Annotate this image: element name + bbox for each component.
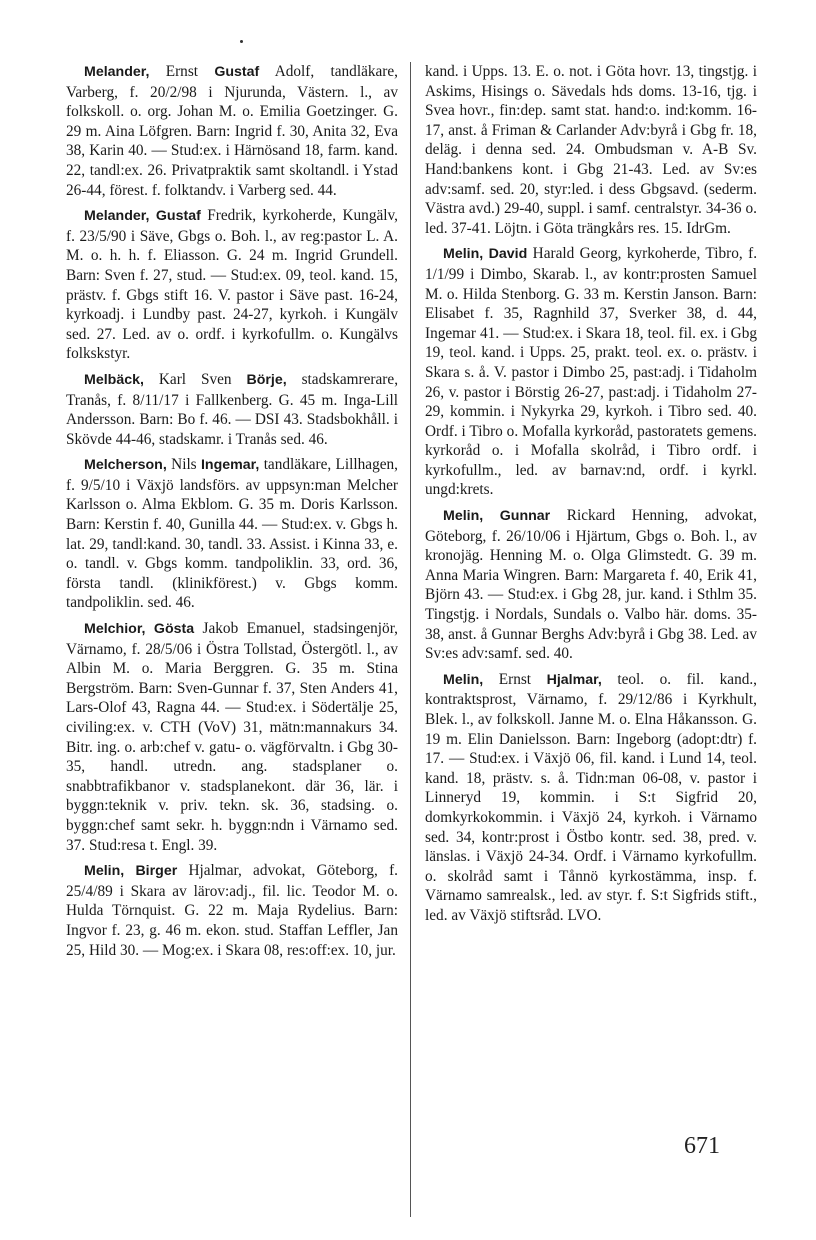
entry-given-bold: Börje, bbox=[246, 371, 287, 388]
entry-given-plain: Ernst bbox=[165, 63, 199, 80]
entry-melander-gustaf bbox=[66, 206, 398, 364]
entry-text: Adolf, tandläkare, Varberg, f. 20/2/98 i Njurunda, Västern. l., av folkskoll. o. org. Johan M. o. Emilia Goetzinger. G. 29 m. Aina Löfgren. Barn: Ingrid f. 30, Anita 32, Eva 38, Karin 40. — Stud:ex. i Härnösand 18, farm. kand. 22, tandl:ex. 26. Privatpraktik samt skoltandl. i Ystad 26-44, förest. f. folktandv. i Varberg sed. 44. bbox=[66, 63, 398, 199]
entry-surname: Melbäck, bbox=[84, 371, 144, 388]
entry-melin-hjalmar bbox=[425, 670, 757, 926]
entry-melback-borje bbox=[66, 370, 398, 449]
entry-surname: Melander, bbox=[84, 208, 150, 225]
entry-melin-gunnar bbox=[425, 506, 757, 664]
entry-melchior-gosta bbox=[66, 619, 398, 855]
entry-surname: Melin, bbox=[84, 863, 125, 880]
entry-given-bold: Hjalmar, bbox=[546, 671, 602, 688]
entry-surname: Melchior, bbox=[84, 621, 146, 638]
entry-given-plain: Nils bbox=[171, 456, 197, 474]
entry-given-bold: Gustaf bbox=[155, 208, 201, 225]
entry-given-plain: Karl Sven bbox=[158, 370, 232, 388]
speck-mark bbox=[240, 40, 243, 43]
entry-melcherson-ingemar bbox=[66, 455, 398, 613]
entry-surname: Melcherson, bbox=[84, 457, 167, 474]
entry-given-bold: Gunnar bbox=[499, 508, 551, 525]
entry-text: Rickard Henning, advokat, Göteborg, f. 26/10/06 i Hjärtum, Gbgs o. Boh. l., av kronojäg. Henning M. o. Olga Glimstedt. G. 39 m. Anna Maria Wingren. Barn: Margareta f. 40, Erik 41, Björn 43. — Stud:ex. i Gbg 28, jur. kand. i Sthlm 35. Tingstjg. i Nordals, Sundals o. Valbo här. doms. 35-38, anst. å Gunnar Berghs Adv:byrå i Gbg 38. Led. av Sv:es adv:samf. sed. 40. bbox=[425, 507, 758, 663]
entry-text: Hjalmar, advokat, Göteborg, f. 25/4/89 i Skara av lärov:adj., fil. lic. Teodor M. o. Hulda Törnquist. G. 22 m. Maja Rydelius. Barn: Ingvor f. 23, g. 46 m. ekon. stud. Staffan Leffler, Jan 25, Hild 30. — Mog:ex. i Skara 08, res:off:ex. 10, jur. bbox=[66, 862, 398, 959]
entry-given-bold: David bbox=[488, 246, 528, 263]
entry-text: teol. o. fil. kand., kontraktsprost, Värnamo, f. 29/12/86 i Kyrkhult, Blek. l., av folkskoll. Janne M. o. Elna Håkansson. G. 19 m. Elin Danielsson. Barn: Ingeborg (adopt:dtr) f. 17. — Stud:ex. i Växjö 06, fil. kand. i Lund 14, teol. kand. 18, prästv. s. å. Tidn:man 06-08, v. pastor i Linneryd 19, kommin. i S:t Sigfrid 20, domkyrkokommin. i Växjö 24, kyrkoh. i Värnamo sed. 34, kontr:prost i Östbo kontr. sed. 38, pred. v. länslas. i Växjö 24-34. Ordf. i Värnamo kyrkofullm. o. skolråd samt i Tånnö kyrkostämma, insp. f. Värnamo samrealsk., led. av styr. f. S:t Sigfrids stift., led. av Växjö stiftsråd. LVO. bbox=[425, 670, 758, 924]
entry-text: Harald Georg, kyrkoherde, Tibro, f. 1/1/99 i Dimbo, Skarab. l., av kontr:prosten Samuel M. o. Hilda Stenborg. G. 33 m. Kerstin Janson. Barn: Elisabet f. 35, Ragnhild 37, Sverker 38, d. 44, Ingemar 41. — Stud:ex. i Skara 18, teol. fil. ex. i Gbg 19, teol. kand. i Upps. 25, prakt. teol. ex. o. prästv. i Skara s. å. V. pastor i Dimbo 25, past:adj. i Tidaholm 26, v. pastor i Börstig 26-27, past:adj. i Tidaholm 27-29, kommin. i Nykyrka 29, kyrkoh. i Tibro sed. 40. Ordf. i Tibro o. Mofalla kyrkoråd, pastoratets gemens. kyrkoråd o. i Mofalla skolråd, i Tibro ordf. i kyrkofullm., led. av barnav:nd, ordf. i kyrkl. ungd:krets. bbox=[425, 245, 758, 499]
entry-text: kand. i Upps. 13. E. o. not. i Göta hovr. 13, tingstjg. i Askims, Hisings o. Sävedals hds doms. 13-16, tjg. i Svea hovr., fin:dep. samt stat. hand:o. ind:komm. 16-17, anst. å Friman & Carlander Adv:byrå i Gbg fr. 18, deläg. i denna sed. 24. Ombudsman v. A-B Sv. Hand:bankens kont. i Gbg 21-43. Led. av Sv:es adv:samf. sed. 20, styr:led. i dess Gbgsavd. (sederm. Västra avd.) 29-40, suppl. i samf. centralstyr. 34-36 o. led. 37-41. Löjtn. i Göta trängkårs res. 15. IdrGm. bbox=[425, 63, 757, 237]
entry-text: tandläkare, Lillhagen, f. 9/5/10 i Växjö landsförs. av uppsyn:man Melcher Karlsson o. Alma Ekblom. G. 35 m. Doris Karlsson. Barn: Kerstin f. 40, Gunilla 44. — Stud:ex. v. Gbgs h. lat. 29, tandl:kand. 30, tandl. 33. Assist. i Kinna 33, e. o. tandl. v. Gbgs komm. tandpoliklin. 33, ord. 36, första tandl. (klinikförest.) v. Gbgs komm. tandpoliklin. sed. 46. bbox=[66, 456, 398, 612]
entry-melin-birger-continued bbox=[425, 62, 757, 238]
entry-melin-david bbox=[425, 244, 757, 500]
entry-surname: Melander, bbox=[84, 64, 150, 80]
entry-given-bold: Ingemar, bbox=[200, 457, 260, 474]
page-number: 671 bbox=[684, 1133, 720, 1159]
entry-surname: Melin, bbox=[443, 246, 484, 263]
entry-given-bold: Gösta bbox=[153, 621, 195, 638]
entry-given-bold: Birger bbox=[135, 863, 178, 880]
column-divider bbox=[410, 62, 411, 1217]
entry-surname: Melin, bbox=[443, 508, 484, 525]
entry-text: stadskamrerare, Tranås, f. 8/11/17 i Fallkenberg. G. 45 m. Inga-Lill Andersson. Barn: Bo f. 46. — DSI 43. Stadsbokhåll. i Skövde 44-46, stadskamr. i Tranås sed. 46. bbox=[66, 370, 399, 448]
right-column bbox=[425, 62, 757, 932]
entry-melin-birger bbox=[66, 861, 398, 960]
entry-text: Fredrik, kyrkoherde, Kungälv, f. 23/5/90 i Säve, Gbgs o. Boh. l., av reg:pastor L. A. M. o. h. h. f. Eliasson. G. 24 m. Ingrid Grundell. Barn: Sven f. 27, stud. — Stud:ex. 09, teol. kand. 15, prästv. f. Gbgs stift 16. V. pastor i Säve past. 16-24, kyrkoadj. i Lundby past. 24-27, kyrkoh. i Kungälv sed. 27. Led. av o. ordf. i kyrkofullm. o. Kungälvs folkskstyr. bbox=[66, 207, 398, 363]
entry-surname: Melin, bbox=[443, 671, 484, 688]
entry-melander-ernst-gustaf bbox=[66, 62, 398, 200]
left-column bbox=[66, 62, 398, 966]
entry-given-bold: Gustaf bbox=[214, 64, 260, 80]
entry-given-plain: Ernst bbox=[498, 670, 532, 688]
entry-text: Jakob Emanuel, stadsingenjör, Värnamo, f. 28/5/06 i Östra Tollstad, Östergötl. l., av Albin M. o. Maria Berggren. G. 35 m. Stina Bergström. Barn: Sven-Gunnar f. 37, Sten Anders 41, Lars-Olof 43, Ragna 44. — Stud:ex. i Södertälje 25, civiling:ex. v. CTH (VoV) 31, mätn:mannakurs 34. Bitr. ing. o. arb:chef v. gatu- o. vägförvaltn. i Gbg 30-35, handl. utredn. ang. stadsplaner o. snabbtrafikbanor v. stadsplanekont. där 36, lär. i byggn:teknik v. priv. tekn. sk. 36, stadsing. o. byggn:chef samt sekr. h. byggn:ndn i Värnamo sed. 37. Stud:resa t. Engl. 39. bbox=[66, 620, 398, 854]
